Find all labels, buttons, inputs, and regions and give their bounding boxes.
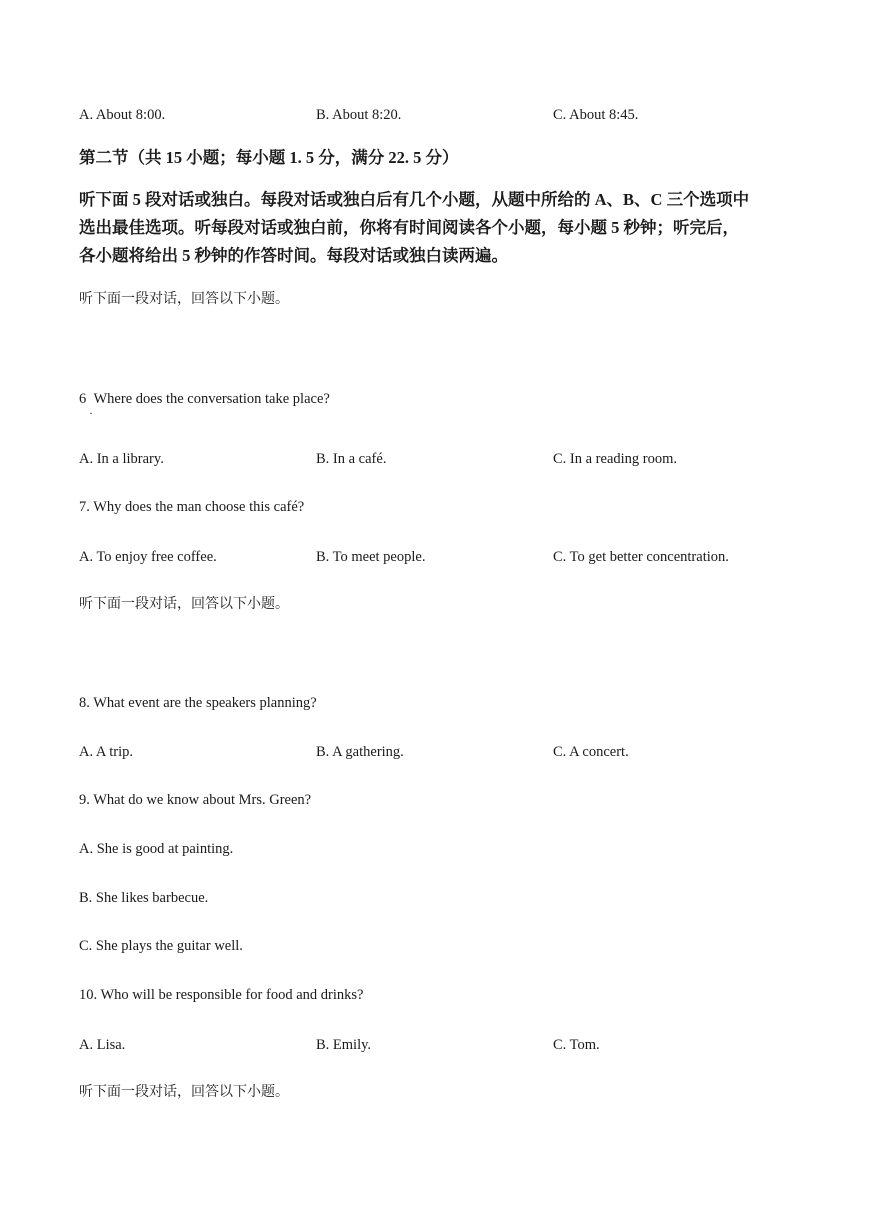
section-heading: 第二节（共 15 小题；每小题 1. 5 分，满分 22. 5 分） (79, 148, 459, 167)
q6-number: 6 (79, 391, 87, 407)
q7-option-c: C. To get better concentration. (553, 549, 729, 565)
q6-option-c: C. In a reading room. (553, 451, 678, 467)
q6-text: Where does the conversation take place? (93, 391, 330, 407)
listen-prompt-1: 听下面一段对话，回答以下小题。 (79, 292, 289, 307)
q10-option-a: A. Lisa. (79, 1037, 126, 1053)
instructions-line-2: 选出最佳选项。听每段对话或独白前，你将有时间阅读各个小题，每小题 5 秒钟；听完后， (79, 218, 739, 237)
instructions-line-1: 听下面 5 段对话或独白。每段对话或独白后有几个小题，从题中所给的 A、B、C 三个选项中 (79, 190, 750, 209)
q5-option-b: B. About 8:20. (316, 107, 402, 123)
q5-option-c: C. About 8:45. (553, 107, 639, 123)
q10-question: 10. Who will be responsible for food and drinks? (79, 987, 364, 1003)
q9-question: 9. What do we know about Mrs. Green? (79, 792, 312, 808)
instructions-line-3: 各小题将给出 5 秒钟的作答时间。每段对话或独白读两遍。 (79, 246, 508, 265)
q6-option-a: A. In a library. (79, 451, 164, 467)
q7-option-a: A. To enjoy free coffee. (79, 549, 217, 565)
q6-option-b: B. In a café. (316, 451, 387, 467)
q6-question (79, 389, 330, 409)
q9-option-a: A. She is good at painting. (79, 841, 234, 857)
q6-dot: · (89, 406, 93, 420)
q9-option-b: B. She likes barbecue. (79, 890, 209, 906)
q8-option-a: A. A trip. (79, 744, 133, 760)
q7-question: 7. Why does the man choose this café? (79, 499, 305, 515)
q7-option-b: B. To meet people. (316, 549, 426, 565)
q8-question: 8. What event are the speakers planning? (79, 695, 317, 711)
listen-prompt-3: 听下面一段对话，回答以下小题。 (79, 1085, 289, 1100)
listen-prompt-2: 听下面一段对话，回答以下小题。 (79, 597, 289, 612)
q10-option-b: B. Emily. (316, 1037, 372, 1053)
q9-option-c: C. She plays the guitar well. (79, 938, 243, 954)
q10-option-c: C. Tom. (553, 1037, 600, 1053)
q8-option-c: C. A concert. (553, 744, 629, 760)
q8-option-b: B. A gathering. (316, 744, 404, 760)
q5-option-a: A. About 8:00. (79, 107, 166, 123)
